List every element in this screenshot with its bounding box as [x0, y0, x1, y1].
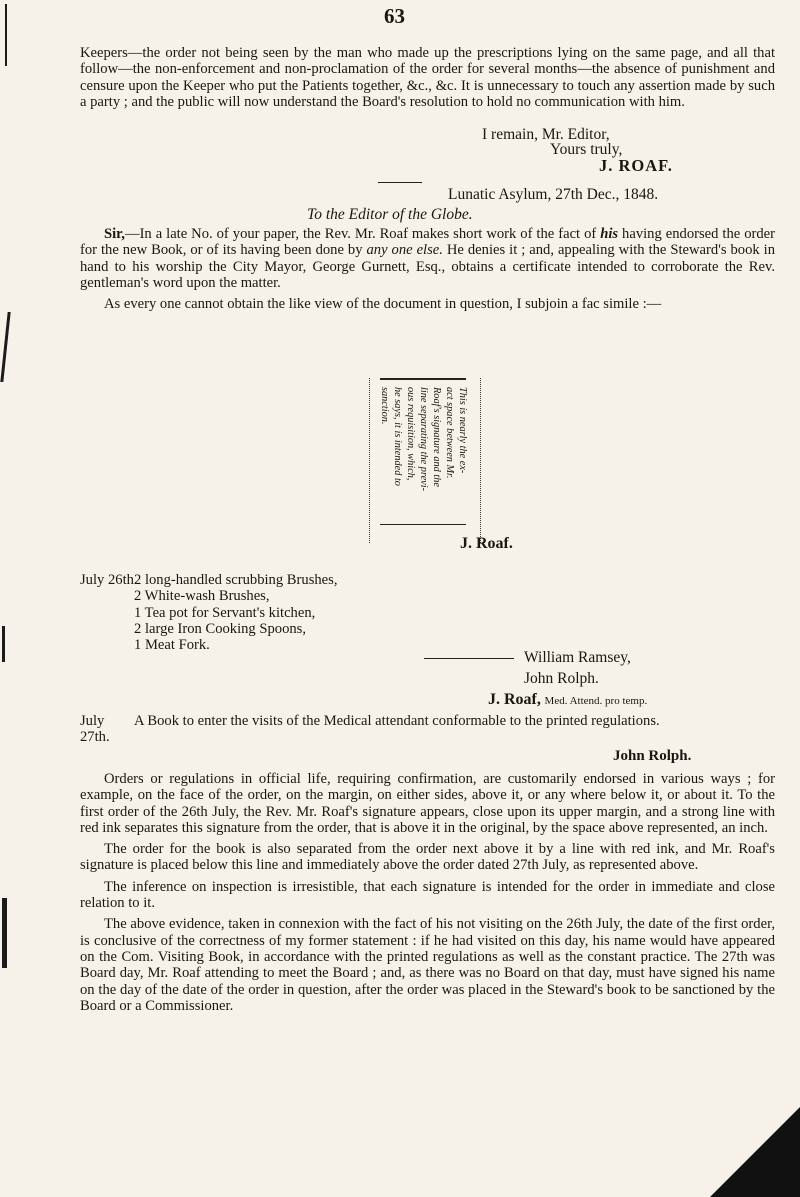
commentary-paragraph: The inference on inspection is irresistible, that each signature is intended for the order in immediate and close relation to it. — [80, 878, 775, 912]
order-list — [80, 572, 337, 653]
addressee: To the Editor of the Globe. — [307, 206, 473, 223]
dateline: Lunatic Asylum, 27th Dec., 1848. — [448, 186, 659, 203]
margin-mark-bottom — [2, 898, 7, 968]
page-number: 63 — [384, 4, 405, 28]
letter-body: Keepers—the order not being seen by the man who made up the prescriptions lying on the same page, and all that follow—the non-enforcement and non-proclamation of the order for several months—the absence of punishment and censure upon the Keeper who put the Patients together, &c., &c. It is unnecessary to touch any assertion made by such a party ; and the public will now understand the Board's resolution to hold no communication with him. — [80, 45, 775, 110]
letter-closing-1: I remain, Mr. Editor, — [482, 126, 610, 143]
facsimile-line: line separating the previ- — [418, 387, 429, 491]
margin-mark-mid — [0, 312, 10, 382]
commentary-paragraph: Orders or regulations in official life, requiring confirmation, are customarily endorsed in various ways ; for example, on the face of the order, on the margin, on either sides, above it, or any where below it, or about it. To the first order of the 26th July, the Rev. Mr. Roaf's signature appears, close upon its upper margin, and a strong line with red ink separates this signature from the order, that is above it in the original, by the space above represented, an inch. — [80, 771, 775, 836]
corner-shadow — [710, 1107, 800, 1197]
facsimile-rotated-text — [379, 387, 469, 519]
facsimile-line: he says, it is intended to — [392, 387, 403, 486]
list-item: 2 long-handled scrubbing Brushes, — [134, 572, 338, 588]
signature-rule — [378, 182, 422, 183]
commentary-paragraph: The above evidence, taken in connexion with the fact of his not visiting on the 26th July, the date of the first order, is conclusive of the correctness of my former statement : if he had visited on this day, his name would have appeared on the Com. Visiting Book, in accordance with the printed regulations as well as the constant practice. The 27th was Board day, Mr. Roaf attending to meet the Board ; and, as there was no Board on that day, must have signed his name on the day of the date of the order in question, after the order was placed in the Steward's book to be sanctioned by the Board or a Commissioner. — [80, 916, 775, 1014]
letter-body-block — [80, 45, 775, 110]
salutation: Sir, — [104, 226, 125, 242]
attend-signature: J. Roaf, Med. Attend. pro temp. — [488, 691, 648, 708]
order-date: July 26th. — [80, 572, 138, 588]
facsimile-line: sanction. — [379, 387, 390, 425]
witness-rule — [424, 658, 514, 659]
facsimile-line: act space between Mr. — [444, 387, 455, 479]
list-item: 2 White-wash Brushes, — [134, 588, 270, 605]
commentary-paragraph: The order for the book is also separated from the order next above it by a line with red ink, and Mr. Roaf's signature is placed below this line and immediately above the order dated 27th July, as represented above. — [80, 841, 775, 874]
letter-closing-2: Yours truly, — [550, 141, 623, 158]
facsimile-line: Roaf's signature and the — [431, 387, 442, 487]
list-item: 1 Tea pot for Servant's kitchen, — [134, 604, 316, 621]
facsimile-line: This is nearly the ex- — [457, 387, 468, 474]
order2-signature: John Rolph. — [613, 748, 692, 764]
order2-date: July 27th. — [80, 713, 110, 746]
paragraph-2: As every one cannot obtain the like view of the document in question, I subjoin a fac simile :— — [104, 296, 662, 313]
facsimile — [369, 378, 513, 552]
witness-1: William Ramsey, — [524, 649, 631, 666]
list-item: 1 Meat Fork. — [134, 637, 210, 654]
order2-text: A Book to enter the visits of the Medical attendant conformable to the printed regulations. — [134, 713, 660, 729]
paragraph-1: Sir,—In a late No. of your paper, the Rev. Mr. Roaf makes short work of the fact of his having endorsed the order for the new Book, or of its having been done by any one else. He denies it ; and, appealing with the Steward's book in hand to his worship the City Mayor, George Gurnett, Esq., obtains a certificate intended to corroborate the Rev. gentleman's word upon the matter. — [80, 226, 775, 291]
witness-2: John Rolph. — [524, 670, 599, 687]
margin-mark-low — [2, 626, 5, 662]
order2-block — [80, 713, 775, 746]
letter-signature: J. ROAF. — [599, 156, 673, 175]
list-item: 2 large Iron Cooking Spoons, — [134, 620, 307, 637]
facsimile-line: ous requisition, which, — [405, 387, 416, 481]
commentary-block — [80, 771, 775, 1014]
second-letter-block — [80, 226, 775, 312]
margin-mark-top — [5, 4, 7, 66]
facsimile-signature: J. Roaf. — [460, 535, 513, 552]
